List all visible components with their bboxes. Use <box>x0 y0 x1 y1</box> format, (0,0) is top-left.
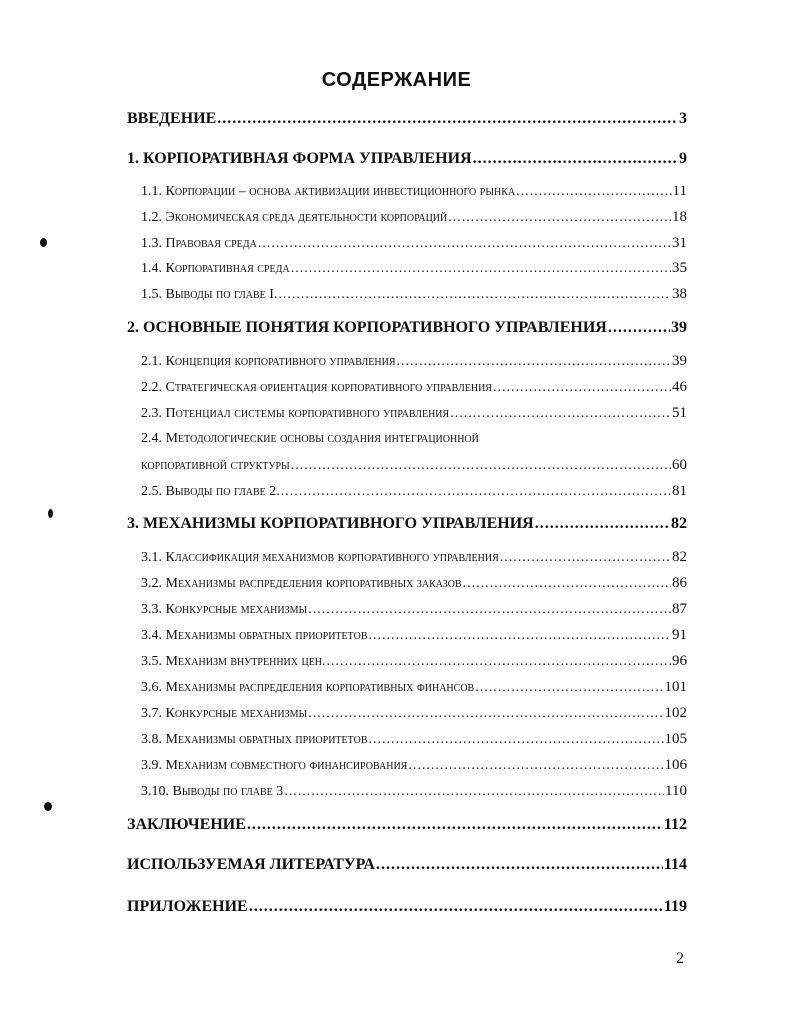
toc-entry-chapter-2[interactable] <box>127 319 687 341</box>
toc-page: 110 <box>665 783 687 799</box>
toc-page: 82 <box>671 515 687 532</box>
dot-leader <box>308 706 663 722</box>
toc-entry-literature[interactable] <box>127 856 687 878</box>
toc-entry-conclusion[interactable] <box>127 816 687 838</box>
toc-page: 39 <box>672 353 687 369</box>
dot-leader <box>608 319 670 337</box>
dot-leader <box>327 654 671 670</box>
toc-entry-2-5[interactable] <box>141 483 687 505</box>
toc-label: 1.4. Корпоративная среда <box>141 261 290 276</box>
dot-leader <box>463 576 671 592</box>
dot-leader <box>500 550 671 566</box>
toc-label: 1.1. Корпорации – основа активизации инвестиционного рынка <box>141 184 516 199</box>
scan-speck <box>40 238 47 247</box>
toc-page: 119 <box>663 898 687 915</box>
toc-page: 106 <box>664 757 687 773</box>
page-title: СОДЕРЖАНИЕ <box>321 69 472 91</box>
toc-label: 1.5. Выводы по главе I. <box>141 287 278 302</box>
toc-page: 101 <box>664 679 687 695</box>
toc-entry-chapter-3[interactable] <box>127 515 687 537</box>
toc-label: ЗАКЛЮЧЕНИЕ <box>127 816 246 833</box>
toc-label: корпоративной структуры <box>141 458 290 473</box>
toc-entry-3-9[interactable] <box>141 757 687 779</box>
toc-page: 112 <box>663 816 687 833</box>
toc-page: 3 <box>679 110 687 127</box>
dot-leader <box>376 856 663 874</box>
toc-label: ИСПОЛЬЗУЕМАЯ ЛИТЕРАТУРА <box>127 856 375 873</box>
toc-entry-1-2[interactable] <box>141 209 687 231</box>
toc-page: 87 <box>672 601 687 617</box>
dot-leader <box>493 380 671 396</box>
toc-label: 2.5. Выводы по главе 2. <box>141 484 280 499</box>
toc-entry-1-3[interactable] <box>141 235 687 257</box>
toc-page: 39 <box>671 319 687 336</box>
dot-leader <box>369 732 664 748</box>
toc-entry-1-1[interactable] <box>141 183 687 205</box>
toc-label: 3.3. Конкурсные механизмы <box>141 602 308 617</box>
dot-leader <box>408 758 663 774</box>
toc-entry-3-8[interactable] <box>141 731 687 753</box>
toc-entry-2-1[interactable] <box>141 353 687 375</box>
toc-entry-2-3[interactable] <box>141 405 687 427</box>
page-number: 2 <box>676 950 684 967</box>
dot-leader <box>448 210 671 226</box>
scan-speck <box>48 509 53 518</box>
toc-entry-intro[interactable] <box>127 110 687 132</box>
toc-page: 91 <box>672 627 687 643</box>
toc-page: 38 <box>672 286 687 302</box>
toc-page: 102 <box>664 705 687 721</box>
dot-leader <box>535 515 670 533</box>
toc-page: 31 <box>672 235 687 251</box>
dot-leader <box>217 110 678 128</box>
toc-label: 3.8. Механизмы обратных приоритетов <box>141 732 368 747</box>
toc-page: 96 <box>672 653 687 669</box>
toc-label: 1.3. Правовая среда <box>141 236 257 251</box>
toc-page: 51 <box>672 405 687 421</box>
dot-leader <box>281 484 671 500</box>
toc-page: 105 <box>664 731 687 747</box>
toc-page: 18 <box>672 209 687 225</box>
dot-leader <box>247 816 663 834</box>
toc-label: 2.2. Стратегическая ориентация корпоративного управления <box>141 380 492 395</box>
toc-label: 3.9. Механизм совместного финансирования <box>141 758 408 773</box>
toc-label: 3.5. Механизм внутренних цен. <box>141 654 326 669</box>
toc-entry-3-2[interactable] <box>141 575 687 597</box>
dot-leader <box>278 287 671 303</box>
toc-page: 81 <box>672 483 687 499</box>
toc-label: 3.1. Классификация механизмов корпоративного управления <box>141 550 499 565</box>
toc-entry-chapter-1[interactable] <box>127 150 687 172</box>
toc-page: 9 <box>679 150 687 167</box>
toc-page: 82 <box>672 549 687 565</box>
toc-entry-3-10[interactable] <box>141 783 687 805</box>
dot-leader <box>516 184 671 200</box>
toc-entry-3-7[interactable] <box>141 705 687 727</box>
toc-entry-appendix[interactable] <box>127 898 687 920</box>
toc-entry-3-6[interactable] <box>141 679 687 701</box>
toc-label: 2.1. Концепция корпоративного управления <box>141 354 396 369</box>
toc-label: 2.3. Потенциал системы корпоративного управления <box>141 406 450 421</box>
scan-speck <box>44 802 52 811</box>
toc-page: 114 <box>663 856 687 873</box>
toc-entry-3-5[interactable] <box>141 653 687 675</box>
dot-leader <box>369 628 671 644</box>
toc-page: 86 <box>672 575 687 591</box>
toc-label: 3.10. Выводы по главе 3 <box>141 784 284 799</box>
toc-label: 3.7. Конкурсные механизмы <box>141 706 308 721</box>
toc-label: 2. ОСНОВНЫЕ ПОНЯТИЯ КОРПОРАТИВНОГО УПРАВЛЕНИЯ <box>127 319 607 336</box>
toc-label: ПРИЛОЖЕНИЕ <box>127 898 248 915</box>
toc-entry-3-1[interactable] <box>141 549 687 571</box>
dot-leader <box>284 784 664 800</box>
dot-leader <box>475 680 663 696</box>
dot-leader <box>450 406 671 422</box>
toc-label: 3.6. Механизмы распределения корпоративных финансов <box>141 680 475 695</box>
toc-entry-3-3[interactable] <box>141 601 687 623</box>
toc-label: 1. КОРПОРАТИВНАЯ ФОРМА УПРАВЛЕНИЯ <box>127 150 472 167</box>
toc-entry-1-4[interactable] <box>141 260 687 282</box>
toc-entry-2-4-first-line[interactable]: 2.4. Методологические основы создания интеграционной <box>141 431 479 446</box>
toc-entry-1-5[interactable] <box>141 286 687 308</box>
toc-label: ВВЕДЕНИЕ <box>127 110 217 127</box>
dot-leader <box>249 898 663 916</box>
dot-leader <box>258 236 671 252</box>
toc-label: 3.2. Механизмы распределения корпоративных заказов <box>141 576 462 591</box>
toc-label: 3. МЕХАНИЗМЫ КОРПОРАТИВНОГО УПРАВЛЕНИЯ <box>127 515 534 532</box>
toc-page: 11 <box>672 183 687 199</box>
dot-leader <box>291 458 671 474</box>
dot-leader <box>291 261 671 277</box>
toc-page: 35 <box>672 260 687 276</box>
toc-page: 46 <box>672 379 687 395</box>
toc-entry-2-2[interactable] <box>141 379 687 401</box>
toc-page: 60 <box>672 457 687 473</box>
dot-leader <box>308 602 671 618</box>
toc-entry-3-4[interactable] <box>141 627 687 649</box>
toc-label: 1.2. Экономическая среда деятельности корпораций <box>141 210 448 225</box>
dot-leader <box>397 354 671 370</box>
toc-entry-2-4[interactable] <box>141 457 687 479</box>
dot-leader <box>473 150 678 168</box>
toc-label: 3.4. Механизмы обратных приоритетов <box>141 628 368 643</box>
